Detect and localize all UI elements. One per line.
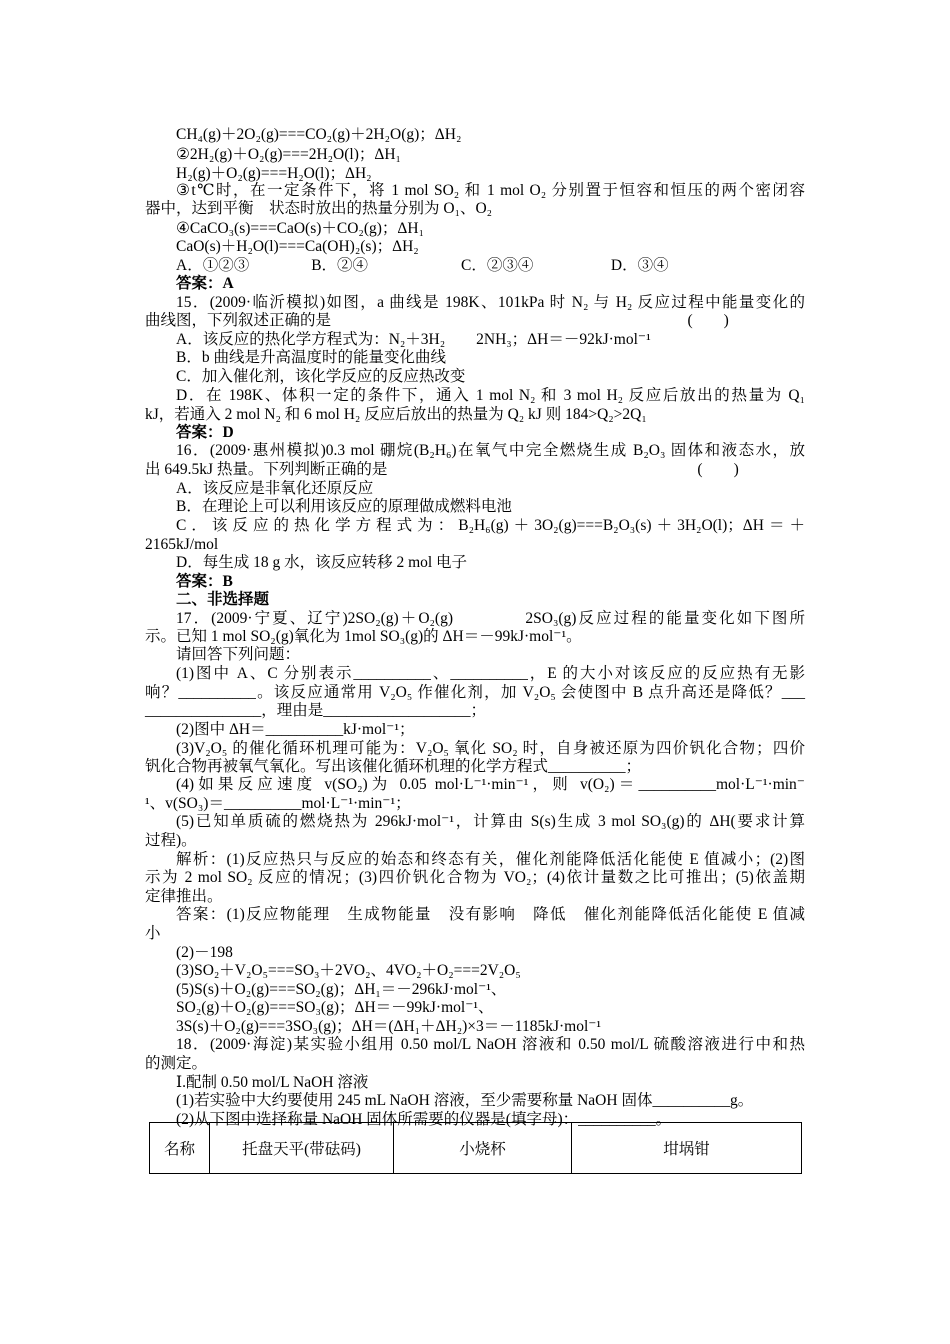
text-line: A．①②③ B．②④ C．②③④ D．③④ xyxy=(176,257,669,274)
text-line: (3)V₂O₅ 的催化循环机理可能为：V₂O₅ 氧化 SO₂ 时，自身被还原为四价钒化合物；四价 xyxy=(176,740,805,757)
text-line: (2)图中 ΔH＝__________kJ·mol⁻¹； xyxy=(176,721,415,738)
text-line: 出 649.5kJ 热量。下列判断正确的是 ( ) xyxy=(145,461,739,478)
table-cell-header: 名称 xyxy=(150,1123,210,1174)
text-line: (5)S(s)＋O₂(g)===SO₂(g)；ΔH₁＝－296kJ·mol⁻¹、 xyxy=(176,981,507,998)
text-line: ②2H₂(g)＋O₂(g)===2H₂O(l)；ΔH₁ xyxy=(176,146,401,163)
text-line: (4)如果反应速度 v(SO₂)为 0.05 mol·L⁻¹·min⁻¹，则 v(O₂)＝__________mol·L⁻¹·min⁻ xyxy=(176,776,805,793)
text-line: 曲线图，下列叙述正确的是 ( ) xyxy=(145,312,729,329)
text-line: 2165kJ/mol xyxy=(145,536,219,553)
table-cell: 小烧杯 xyxy=(394,1123,572,1174)
text-line: 定律推出。 xyxy=(145,888,223,905)
text-line: kJ，若通入 2 mol N₂ 和 6 mol H₂ 反应后放出的热量为 Q₂ kJ 则 184>Q₂>2Q₁ xyxy=(145,406,647,423)
text-line: 17．(2009·宁夏、辽宁)2SO₂(g)＋O₂(g) 2SO₃(g)反应过程的能量变化如下图所 xyxy=(176,610,805,627)
text-line: 3S(s)＋O₂(g)===3SO₃(g)；ΔH＝(ΔH₁＋ΔH₂)×3＝－1185kJ·mol⁻¹ xyxy=(176,1018,602,1035)
text-line: 响？__________。该反应通常用 V₂O₅ 作催化剂，加 V₂O₅ 会使图中 B 点升高还是降低？___ xyxy=(145,684,805,701)
text-line: (2)从下图中选择称量 NaOH 固体所需要的仪器是(填字母)：__________。 xyxy=(176,1111,672,1128)
text-line: SO₂(g)＋O₂(g)===SO₃(g)；ΔH＝－99kJ·mol⁻¹、 xyxy=(176,999,494,1016)
text-line: C．该反应的热化学方程式为：B₂H₆(g)＋3O₂(g)===B₂O₃(s)＋3H₂O(l)；ΔH＝＋ xyxy=(176,517,805,534)
text-line: CH₄(g)＋2O₂(g)===CO₂(g)＋2H₂O(g)；ΔH₂ xyxy=(176,126,462,143)
table-cell: 坩埚钳 xyxy=(572,1123,802,1174)
text-line: D．每生成 18 g 水，该反应转移 2 mol 电子 xyxy=(176,554,468,571)
text-line: _______________，理由是___________________； xyxy=(145,702,487,719)
text-line: (3)SO₂＋V₂O₅===SO₃＋2VO₂、4VO₂＋O₂===2V₂O₅ xyxy=(176,962,521,979)
text-line: 答案：D xyxy=(176,424,234,441)
text-line: B．b 曲线是升高温度时的能量变化曲线 xyxy=(176,349,446,366)
text-line: 过程)。 xyxy=(145,832,197,849)
text-line: CaO(s)＋H₂O(l)===Ca(OH)₂(s)；ΔH₂ xyxy=(176,238,419,255)
text-line: ④CaCO₃(s)===CaO(s)＋CO₂(g)；ΔH₁ xyxy=(176,220,424,237)
text-line: B．在理论上可以利用该反应的原理做成燃料电池 xyxy=(176,498,512,515)
text-line: (1)若实验中大约要使用 245 mL NaOH 溶液，至少需要称量 NaOH 固体__________g。 xyxy=(176,1092,754,1109)
text-line: 二、非选择题 xyxy=(176,591,270,608)
text-line: ③t℃时，在一定条件下，将 1 mol SO₂ 和 1 mol O₂ 分别置于恒容和恒压的两个密闭容 xyxy=(176,182,805,199)
text-line: A．该反应是非氧化还原反应 xyxy=(176,480,374,497)
text-line: 答案：(1)反应物能理 生成物能量 没有影响 降低 催化剂能降低活化能使 E 值减 xyxy=(176,906,805,923)
text-line: 示。已知 1 mol SO₂(g)氧化为 1mol SO₃(g)的 ΔH＝－99kJ·mol⁻¹。 xyxy=(145,628,582,645)
text-line: 器中，达到平衡 状态时放出的热量分别为 O₁、O₂ xyxy=(145,200,493,217)
text-line: A．该反应的热化学方程式为：N₂＋3H₂ 2NH₃；ΔH＝－92kJ·mol⁻¹ xyxy=(176,331,651,348)
table-cell: 托盘天平(带砝码) xyxy=(210,1123,394,1174)
instrument-table xyxy=(149,1122,802,1174)
text-line: 16．(2009·惠州模拟)0.3 mol 硼烷(B₂H₆)在氧气中完全燃烧生成 B₂O₃ 固体和液态水，放 xyxy=(176,442,805,459)
text-line: 答案：A xyxy=(176,275,234,292)
text-line: C．加入催化剂，该化学反应的反应热改变 xyxy=(176,368,466,385)
text-line: 解析：(1)反应热只与反应的始态和终态有关，催化剂能降低活化能使 E 值减小；(2)图 xyxy=(176,851,805,868)
text-line: (2)－198 xyxy=(176,944,233,961)
text-line: 小 xyxy=(145,925,161,942)
text-line: 示为 2 mol SO₂ 反应的情况；(3)四价钒化合物为 VO₂；(4)依计量数之比可推出；(5)依盖期 xyxy=(145,869,805,886)
text-line: 钒化合物再被氧气氧化。写出该催化循环机理的化学方程式__________； xyxy=(145,758,642,775)
text-line: 请回答下列问题： xyxy=(176,646,301,663)
text-line: 答案：B xyxy=(176,573,233,590)
text-line: H₂(g)＋O₂(g)===H₂O(l)；ΔH₂ xyxy=(176,165,372,182)
text-line: (5)已知单质硫的燃烧热为 296kJ·mol⁻¹，计算由 S(s)生成 3 mol SO₃(g)的 ΔH(要求计算 xyxy=(176,813,805,830)
text-line: 的测定。 xyxy=(145,1055,208,1072)
text-line: 18．(2009·海淀)某实验小组用 0.50 mol/L NaOH 溶液和 0.50 mol/L 硫酸溶液进行中和热 xyxy=(176,1036,805,1053)
text-line: (1)图中 A、C 分别表示__________、__________，E 的大小对该反应的反应热有无影 xyxy=(176,665,805,682)
text-line: 15．(2009·临沂模拟)如图，a 曲线是 198K、101kPa 时 N₂ 与 H₂ 反应过程中能量变化的 xyxy=(176,294,805,311)
text-line: D．在 198K、体积一定的条件下，通入 1 mol N₂ 和 3 mol H₂ 反应后放出的热量为 Q₁ xyxy=(176,387,805,404)
table-row xyxy=(150,1123,802,1174)
text-line: ¹、v(SO₃)＝__________mol·L⁻¹·min⁻¹； xyxy=(145,795,411,812)
text-line: Ⅰ.配制 0.50 mol/L NaOH 溶液 xyxy=(176,1074,369,1091)
